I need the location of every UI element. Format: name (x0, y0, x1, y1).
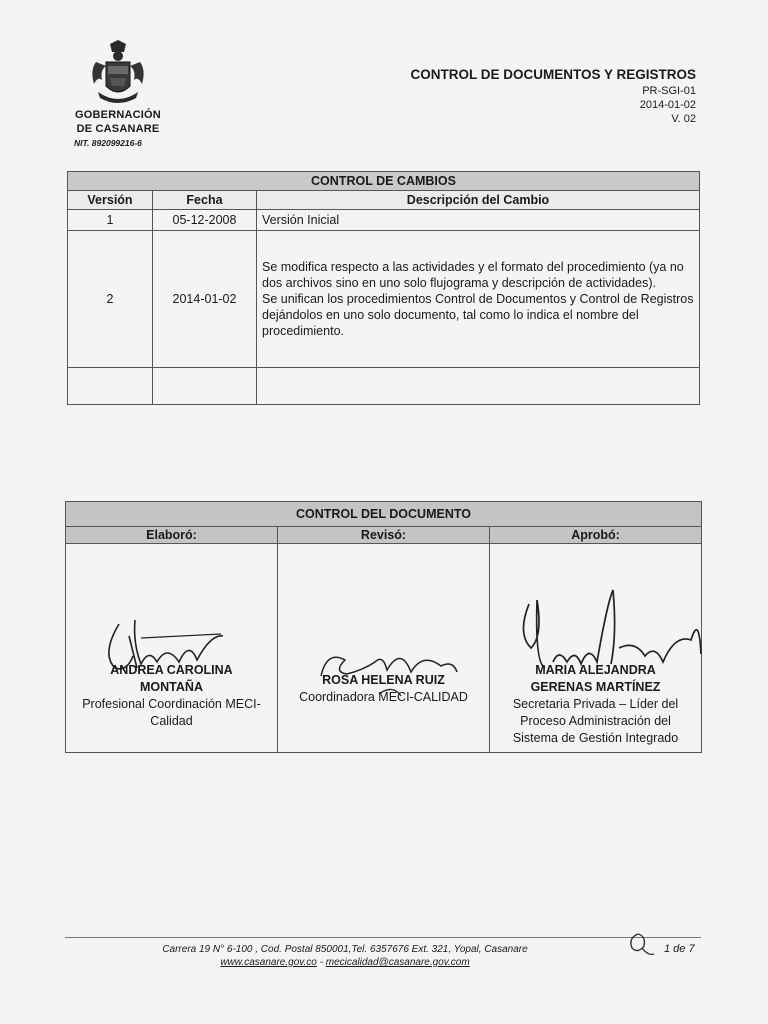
row-date: 05-12-2008 (153, 210, 257, 231)
footer-contacts (65, 956, 625, 969)
changes-table (67, 171, 700, 405)
row-description: Versión Inicial (257, 210, 700, 231)
signer-role: Sistema de Gestión Integrado (512, 731, 679, 745)
footer-divider (65, 937, 701, 938)
signer-name: ROSA HELENA RUIZ (322, 673, 445, 687)
document-header (410, 67, 696, 126)
document-control-title: CONTROL DEL DOCUMENTO (66, 502, 702, 527)
column-header-elaboro: Elaboró: (66, 527, 278, 544)
signer-role: Calidad (150, 714, 193, 728)
row-version: 1 (68, 210, 153, 231)
document-version: V. 02 (671, 113, 696, 125)
document-control-table (65, 501, 702, 753)
coat-of-arms-logo (88, 40, 148, 108)
column-header-date: Fecha (153, 191, 257, 210)
handwritten-initial (624, 926, 660, 960)
signer-role: Profesional Coordinación MECI- (82, 697, 261, 711)
table-row-empty (68, 368, 700, 405)
signer-name: MONTAÑA (140, 680, 203, 694)
column-header-reviso: Revisó: (278, 527, 490, 544)
document-title: CONTROL DE DOCUMENTOS Y REGISTROS (410, 67, 696, 82)
row-date: 2014-01-02 (153, 231, 257, 368)
signature-cell-reviso (278, 544, 490, 753)
org-name-line2: DE CASANARE (76, 123, 160, 135)
signer-role: Secretaria Privada – Líder del (512, 697, 679, 711)
row-version: 2 (68, 231, 153, 368)
signature-cell-elaboro (66, 544, 278, 753)
signer-role: Proceso Administración del (520, 714, 671, 728)
signer-role: Coordinadora MECI-CALIDAD (299, 690, 468, 704)
column-header-aprobo: Aprobó: (490, 527, 702, 544)
nit-number: NIT. 892099216-6 (74, 138, 142, 148)
signer-name: MARIA ALEJANDRA (535, 663, 656, 677)
page-number: 1 de 7 (664, 943, 695, 955)
signer-elaboro (71, 662, 272, 730)
column-header-description: Descripción del Cambio (257, 191, 700, 210)
org-name-line1: GOBERNACIÓN (75, 109, 161, 121)
description-paragraph-1: Se modifica respecto a las actividades y el formato del procedimiento (ya no dos archivos sino en uno solo flujograma y descripción de actividades). (262, 260, 684, 290)
document-code: PR-SGI-01 (642, 85, 696, 97)
description-paragraph-2: Se unifican los procedimientos Control de Documentos y Control de Registros dejándolos en uno solo documento, tal como lo indica el nombre del procedimiento. (262, 292, 694, 338)
website-link[interactable]: www.casanare.gov.co (220, 957, 317, 968)
signer-name: ANDREA CAROLINA (110, 663, 233, 677)
document-date: 2014-01-02 (639, 99, 696, 111)
signer-aprobo (495, 662, 696, 747)
footer (65, 943, 625, 969)
signature-drawing (283, 544, 483, 752)
column-header-version: Versión (68, 191, 153, 210)
changes-table-title: CONTROL DE CAMBIOS (68, 172, 700, 191)
logo-block (70, 40, 166, 148)
signer-name: GERENAS MARTÍNEZ (530, 680, 661, 694)
footer-separator: - (316, 957, 326, 968)
signer-reviso (283, 672, 484, 706)
row-description (257, 231, 700, 368)
footer-address: Carrera 19 N° 6-100 , Cod. Postal 850001,Tel. 6357676 Ext. 321, Yopal, Casanare (162, 944, 528, 955)
table-row (68, 231, 700, 368)
email-link[interactable]: mecicalidad@casanare.gov.com (325, 957, 470, 968)
table-row (68, 210, 700, 231)
signature-cell-aprobo (490, 544, 702, 753)
